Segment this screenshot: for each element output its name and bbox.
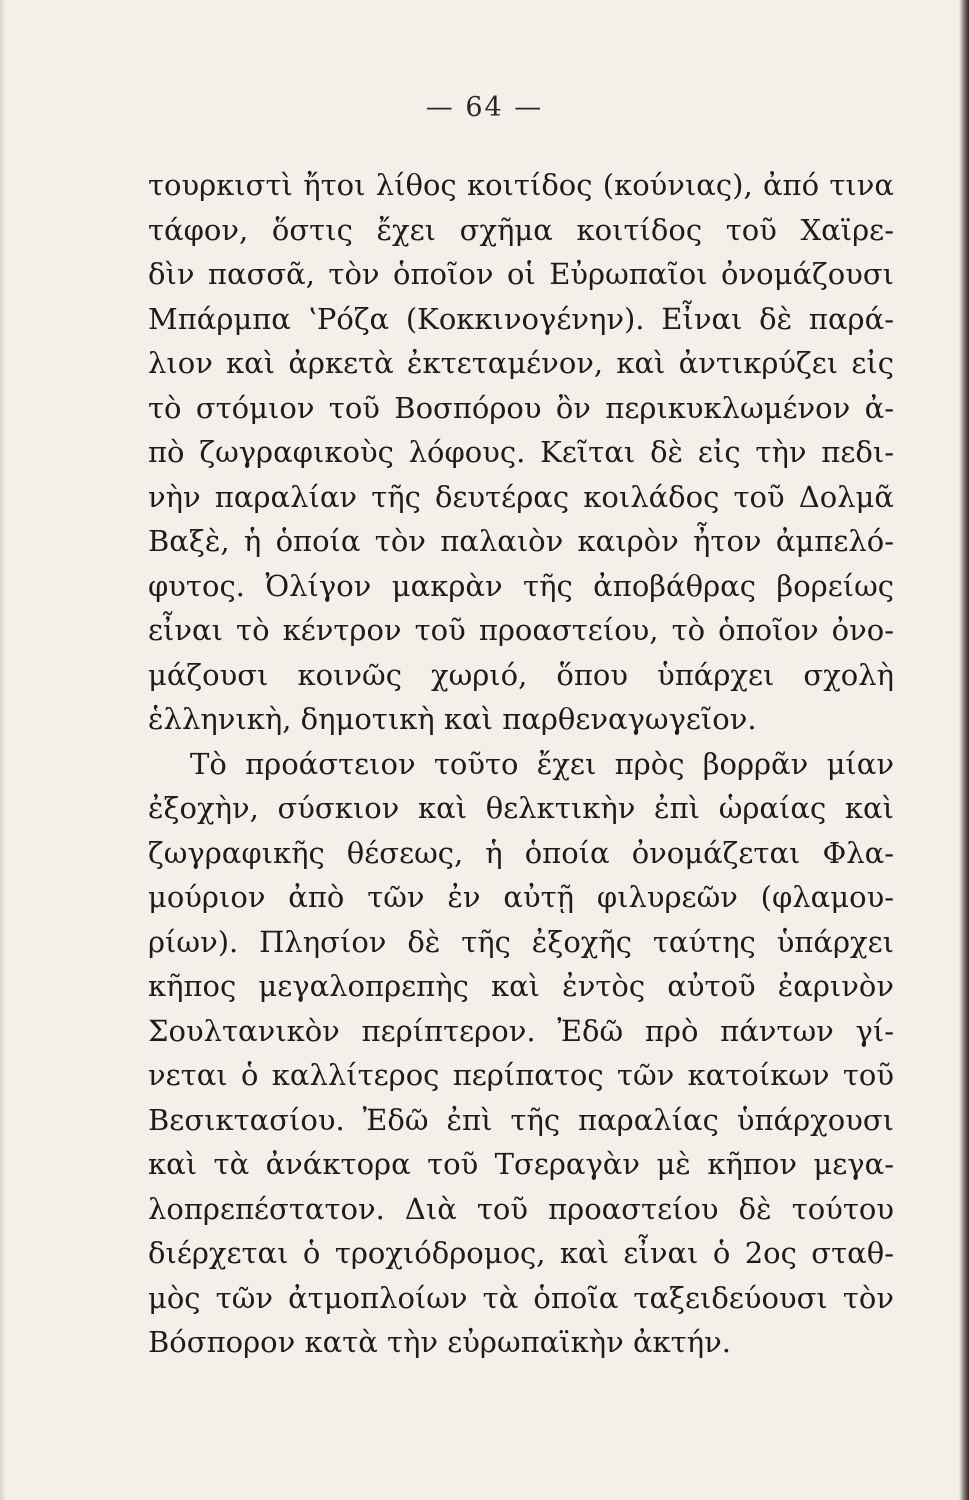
text-line: δὶν πασσᾶ, τὸν ὁποῖον οἱ Εὐρωπαῖοι ὀνομάζουσι	[148, 257, 894, 291]
text-line: ρίων). Πλησίον δὲ τῆς ἐξοχῆς ταύτης ὑπάρχει	[148, 924, 894, 959]
text-line: τάφον, ὅστις ἔχει σχῆμα κοιτίδος τοῦ Χαϊρε-	[148, 212, 894, 247]
text-line: εἶναι τὸ κέντρον τοῦ προαστείου, τὸ ὁποῖον ὀνο-	[148, 613, 894, 647]
text-line: κῆπος μεγαλοπρεπὴς καὶ ἐντὸς αὐτοῦ ἐαρινὸν	[148, 969, 894, 1003]
page-number: — 64 —	[425, 92, 544, 123]
text-line: Βόσπορον κατὰ τὴν εὐρωπαϊκὴν ἀκτήν.	[148, 1325, 731, 1359]
text-line: μούριον ἀπὸ τῶν ἐν αὐτῇ φιλυρεῶν (φλαμου-	[148, 880, 894, 914]
page-left-edge	[0, 0, 6, 1500]
text-line: μάζουσι κοινῶς χωριό, ὅπου ὑπάρχει σχολὴ	[148, 657, 894, 692]
page-binding-shadow	[959, 0, 969, 1500]
text-line: διέρχεται ὁ τροχιόδρομος, καὶ εἶναι ὁ 2ος σταθ-	[148, 1236, 894, 1270]
text-line: Μπάρμπα ʽΡόζα (Κοκκινογένην). Εἶναι δὲ παρά-	[148, 301, 894, 336]
text-line: ἑλληνικὴ, δημοτικὴ καὶ παρθεναγωγεῖον.	[148, 702, 757, 736]
text-line: Βεσικτασίου. Ἐδῶ ἐπὶ τῆς παραλίας ὑπάρχουσι	[148, 1102, 894, 1137]
text-line: μὸς τῶν ἀτμοπλοίων τὰ ὁποῖα ταξειδεύουσι τὸν	[148, 1280, 894, 1315]
text-line: Τὸ προάστειον τοῦτο ἔχει πρὸς βορρᾶν μίαν	[190, 746, 894, 781]
text-line: τὸ στόμιον τοῦ Βοσπόρου ὂν περικυκλωμένον ἀ-	[148, 390, 894, 425]
text-line: νεται ὁ καλλίτερος περίπατος τῶν κατοίκων τοῦ	[148, 1058, 894, 1092]
text-line: λοπρεπέστατον. Διὰ τοῦ προαστείου δὲ τούτου	[148, 1191, 894, 1226]
text-line: τουρκιστὶ ἤτοι λίθος κοιτίδος (κούνιας), ἀπό τινα	[148, 168, 894, 202]
text-line: ζωγραφικῆς θέσεως, ἡ ὁποία ὀνομάζεται Φλα-	[148, 835, 894, 870]
text-line: λιον καὶ ἀρκετὰ ἐκτεταμένον, καὶ ἀντικρύζει εἰς	[148, 346, 894, 380]
text-line: ἐξοχὴν, σύσκιον καὶ θελκτικὴν ἐπὶ ὡραίας καὶ	[148, 791, 894, 825]
text-line: Βαξὲ, ἡ ὁποία τὸν παλαιὸν καιρὸν ἦτον ἀμπελό-	[148, 524, 894, 558]
text-line: πὸ ζωγραφικοὺς λόφους. Κεῖται δὲ εἰς τὴν πεδι-	[148, 435, 894, 469]
text-line: καὶ τὰ ἀνάκτορα τοῦ Τσεραγὰν μὲ κῆπον μεγα-	[148, 1147, 894, 1181]
text-line: Σουλτανικὸν περίπτερον. Ἐδῶ πρὸ πάντων γί-	[148, 1013, 894, 1048]
text-line: φυτος. Ὀλίγον μακρὰν τῆς ἀποβάθρας βορείως	[148, 568, 894, 603]
body-text	[148, 163, 894, 1365]
text-line: νὴν παραλίαν τῆς δευτέρας κοιλάδος τοῦ Δολμᾶ	[148, 479, 894, 514]
